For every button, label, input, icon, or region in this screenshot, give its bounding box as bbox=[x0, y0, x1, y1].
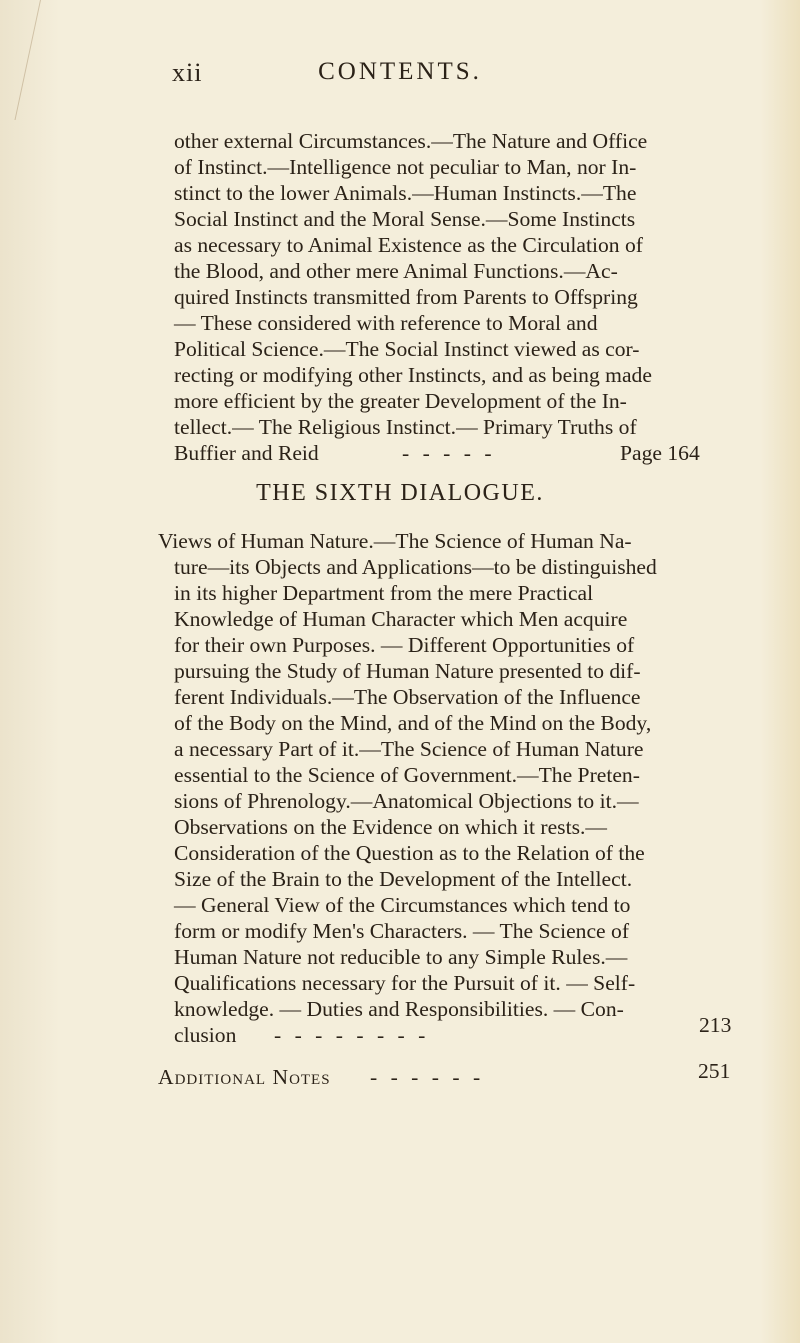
summary-line: form or modify Men's Characters. — The Science of bbox=[174, 919, 630, 943]
summary-line: a necessary Part of it.—The Science of Human Nature bbox=[174, 737, 644, 761]
summary-line: Qualifications necessary for the Pursuit of it. — Self- bbox=[174, 971, 636, 995]
summary-line: stinct to the lower Animals.—Human Instincts.—The bbox=[174, 181, 637, 205]
summary-line: — These considered with reference to Moral and bbox=[174, 311, 598, 335]
summary-line: Political Science.—The Social Instinct viewed as cor- bbox=[174, 337, 640, 361]
summary-line: of the Body on the Mind, and of the Mind on the Body, bbox=[174, 711, 652, 735]
section-heading: THE SIXTH DIALOGUE. bbox=[256, 480, 544, 506]
summary-line: Consideration of the Question as to the Relation of the bbox=[174, 841, 645, 865]
summary-line: Knowledge of Human Character which Men acquire bbox=[174, 607, 628, 631]
running-title: CONTENTS. bbox=[318, 58, 482, 85]
summary-line: ture—its Objects and Applications—to be distinguished bbox=[174, 555, 657, 579]
dot-leader: - - - - - - bbox=[370, 1065, 485, 1089]
summary-line: quired Instincts transmitted from Parents to Offspring bbox=[174, 285, 638, 309]
summary-line: pursuing the Study of Human Nature presented to dif- bbox=[174, 659, 641, 683]
summary-last-line: Buffier and Reid bbox=[174, 441, 319, 465]
summary-line: Observations on the Evidence on which it rests.— bbox=[174, 815, 607, 839]
page-reference: Page 164 bbox=[620, 441, 700, 465]
summary-line: Human Nature not reducible to any Simple Rules.— bbox=[174, 945, 628, 969]
page-number: xii bbox=[172, 58, 203, 87]
summary-line: in its higher Department from the mere Practical bbox=[174, 581, 594, 605]
running-head bbox=[0, 58, 800, 94]
summary-line: for their own Purposes. — Different Opportunities of bbox=[174, 633, 635, 657]
summary-line: sions of Phrenology.—Anatomical Objections to it.— bbox=[174, 789, 639, 813]
summary-line: as necessary to Animal Existence as the Circulation of bbox=[174, 233, 643, 257]
summary-line: essential to the Science of Government.—The Preten- bbox=[174, 763, 640, 787]
summary-line: of Instinct.—Intelligence not peculiar to Man, nor In- bbox=[174, 155, 637, 179]
summary-line: knowledge. — Duties and Responsibilities. — Con- bbox=[174, 997, 624, 1021]
summary-line: other external Circumstances.—The Nature and Office bbox=[174, 129, 648, 153]
page-reference: 251 bbox=[698, 1059, 731, 1083]
summary-line: more efficient by the greater Development of the In- bbox=[174, 389, 627, 413]
summary-first-line: Views of Human Nature.—The Science of Human Na- bbox=[158, 529, 632, 553]
summary-line: tellect.— The Religious Instinct.— Primary Truths of bbox=[174, 415, 637, 439]
dot-leader: - - - - - - - - bbox=[274, 1023, 430, 1047]
summary-line: — General View of the Circumstances which tend to bbox=[174, 893, 631, 917]
summary-line: recting or modifying other Instincts, and as being made bbox=[174, 363, 652, 387]
summary-line: the Blood, and other mere Animal Functions.—Ac- bbox=[174, 259, 618, 283]
summary-line: ferent Individuals.—The Observation of the Influence bbox=[174, 685, 641, 709]
page-reference: 213 bbox=[699, 1013, 732, 1037]
summary-last-line: clusion bbox=[174, 1023, 237, 1047]
summary-line: Social Instinct and the Moral Sense.—Some Instincts bbox=[174, 207, 636, 231]
additional-notes-label: Additional Notes bbox=[158, 1065, 331, 1089]
summary-line: Size of the Brain to the Development of the Intellect. bbox=[174, 867, 633, 891]
dot-leader: - - - - - bbox=[402, 441, 496, 465]
